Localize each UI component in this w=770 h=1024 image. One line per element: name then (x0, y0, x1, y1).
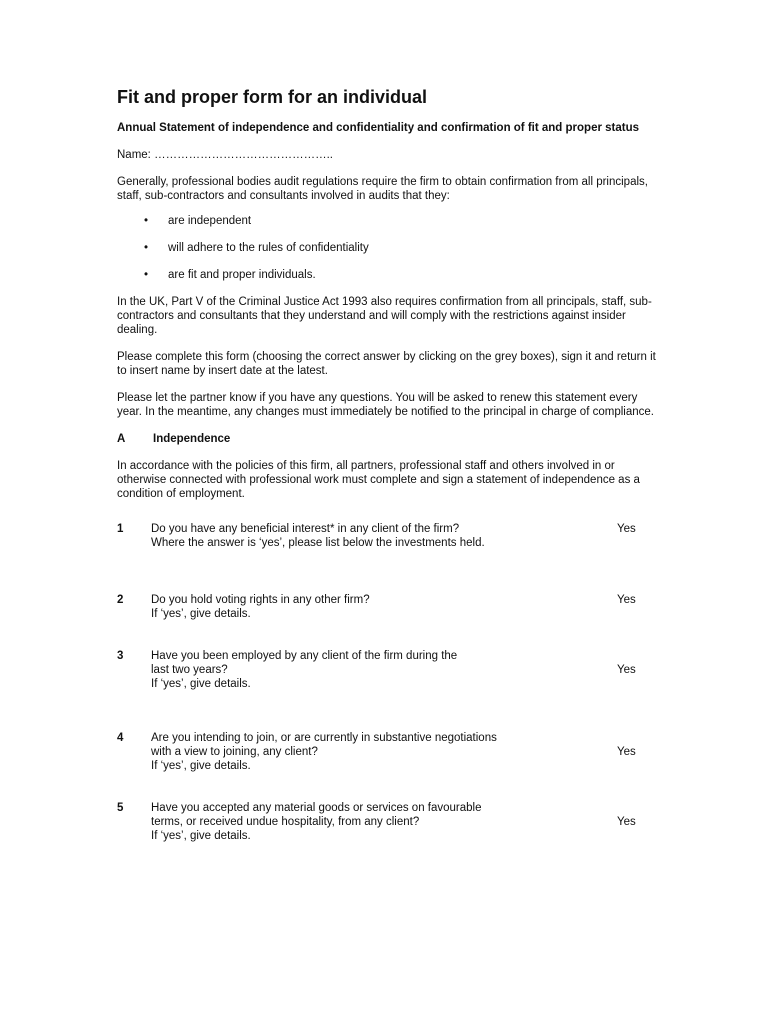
question-row (117, 801, 657, 843)
question-text: Have you been employed by any client of the firm during the last two years? If ‘yes’, give details. (151, 650, 458, 690)
question-row (117, 649, 657, 691)
answer-dropdown[interactable]: Yes (617, 523, 636, 535)
question-number: 3 (117, 650, 124, 662)
question-row (117, 522, 657, 550)
subtitle: Annual Statement of independence and confidentiality and confirmation of fit and proper status (117, 122, 640, 134)
question-text: Do you hold voting rights in any other firm? If ‘yes’, give details. (151, 594, 370, 620)
intro-paragraph: Generally, professional bodies audit regulations require the firm to obtain confirmation from all principals, staff, sub-contractors and consultants involved in audits that they: (117, 176, 648, 202)
instructions-paragraph: Please complete this form (choosing the correct answer by clicking on the grey boxes), sign it and return it to insert name by insert date at the latest. (117, 351, 656, 377)
question-number: 1 (117, 523, 124, 535)
answer-dropdown[interactable]: Yes (617, 816, 636, 828)
question-text: Are you intending to join, or are currently in substantive negotiations with a view to joining, any client? If ‘yes’, give details. (151, 732, 497, 772)
answer-dropdown[interactable]: Yes (617, 664, 636, 676)
list-item: • are fit and proper individuals. (144, 269, 316, 281)
name-field[interactable]: Name: ……………………………………….. (117, 149, 333, 161)
section-letter: A (117, 433, 126, 445)
bullet-icon: • (144, 269, 149, 281)
answer-dropdown[interactable]: Yes (617, 594, 636, 606)
section-heading (117, 432, 657, 446)
renewal-paragraph: Please let the partner know if you have any questions. You will be asked to renew this statement every year. In the meantime, any changes must immediately be notified to the principal in charge of compliance. (117, 392, 654, 418)
requirements-list (117, 214, 657, 282)
question-number: 5 (117, 802, 124, 814)
question-number: 4 (117, 732, 124, 744)
question-row (117, 731, 657, 773)
questions-list (117, 522, 657, 843)
question-text: Do you have any beneficial interest* in any client of the firm? Where the answer is ‘yes’, please list below the investments held. (151, 523, 485, 549)
bullet-icon: • (144, 242, 149, 254)
policy-paragraph: In accordance with the policies of this firm, all partners, professional staff and others involved in or otherwise connected with professional work must complete and sign a statement of independence as a condition of employment. (117, 460, 640, 500)
question-row (117, 593, 657, 621)
criminal-justice-paragraph: In the UK, Part V of the Criminal Justice Act 1993 also requires confirmation from all principals, staff, sub-contractors and consultants that they understand and will comply with the restrictions against insider dealing. (117, 296, 652, 336)
bullet-icon: • (144, 215, 149, 227)
question-number: 2 (117, 594, 124, 606)
list-item: • will adhere to the rules of confidentiality (144, 242, 369, 254)
list-item: • are independent (144, 215, 252, 227)
section-title: Independence (153, 433, 231, 445)
question-text: Have you accepted any material goods or services on favourable terms, or received undue hospitality, from any client? If ‘yes’, give details. (151, 802, 482, 842)
page-title: Fit and proper form for an individual (117, 87, 428, 107)
document-page (117, 86, 657, 843)
answer-dropdown[interactable]: Yes (617, 746, 636, 758)
